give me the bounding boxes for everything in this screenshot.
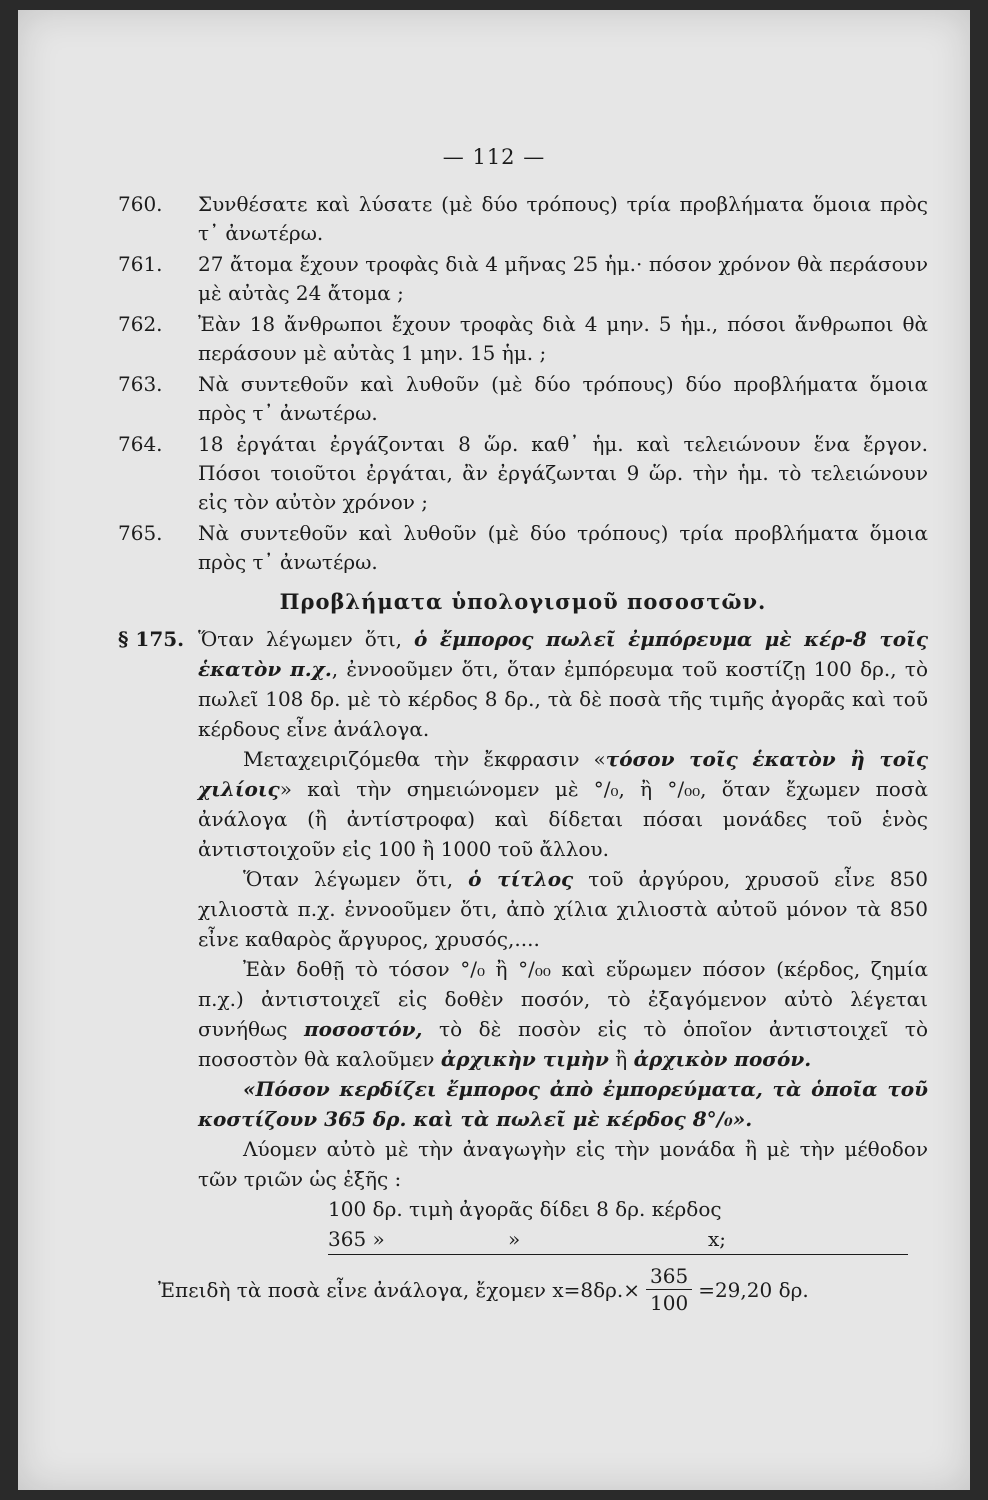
problem-number: 761. [118, 252, 163, 276]
problem-760 [118, 190, 928, 248]
text: , ἐννοοῦμεν ὅτι, ὅταν ἐμπόρευμα τοῦ κοστίζῃ 100 δρ., τὸ πωλεῖ 108 δρ. μὲ τὸ κέρδος 8 δρ., τὰ δὲ ποσὰ τῆς τιμῆς ἀγορᾶς καὶ τοῦ κέρδους εἶνε ἀνάλογα. [198, 657, 928, 741]
text: ἢ [608, 1047, 634, 1071]
emphasis: ὁ ἔμπορος πωλεῖ ἐμπόρευμα μὲ κέρ-8 τοῖς ἑκατὸν π.χ. [198, 627, 928, 681]
problem-text: 27 ἄτομα ἔχουν τροφὰς διὰ 4 μῆνας 25 ἡμ.· πόσον χρόνον θὰ περάσουν μὲ αὐτὰς 24 ἄτομα ; [198, 252, 928, 305]
paragraph-method: Λύομεν αὐτὸ μὲ τὴν ἀναγωγὴν εἰς τὴν μονάδα ἢ μὲ τὴν μέθοδον τῶν τριῶν ὡς ἑξῆς : [198, 1137, 928, 1191]
paragraph-title [198, 864, 928, 954]
text: Ὅταν λέγωμεν ὅτι, [243, 867, 469, 891]
numerator: 365 [646, 1263, 692, 1290]
problem-text: 18 ἐργάται ἐργάζονται 8 ὥρ. καθ᾽ ἡμ. καὶ τελειώνουν ἕνα ἔργον. Πόσοι τοιοῦτοι ἐργάται, ἂν ἐργάζωνται 9 ὥρ. τὴν ἡμ. τὸ τελειώνουν εἰς τὸν αὐτὸν χρόνον ; [198, 432, 928, 514]
problem-762 [118, 310, 928, 368]
problem-764 [118, 430, 928, 517]
emphasis: ἀρχικὸν ποσόν. [633, 1047, 812, 1071]
problem-number: 760. [118, 192, 163, 216]
page [18, 10, 970, 1490]
problem-text: Νὰ συντεθοῦν καὶ λυθοῦν (μὲ δύο τρόπους) δύο προβλήματα ὅμοια πρὸς τ᾽ ἀνωτέρω. [198, 372, 928, 425]
calc-line-1: 100 δρ. τιμὴ ἀγορᾶς δίδει 8 δρ. κέρδος [328, 1197, 722, 1221]
content [118, 190, 928, 1316]
text: Ὅταν λέγωμεν ὅτι, [198, 627, 414, 651]
equation-result: =29,20 δρ. [698, 1277, 809, 1302]
problem-number: 765. [118, 521, 163, 545]
text: τοῦ ἀργύρου, χρυσοῦ εἶνε 850 χιλιοστὰ π.χ. ἐννοοῦμεν ὅτι, ἀπὸ χίλια χιλιοστὰ αὐτοῦ μόνον τὰ 850 εἶνε καθαρὸς ἄργυρος, χρυσός,.... [198, 867, 929, 951]
paragraph-percent [198, 744, 928, 864]
text: Μεταχειριζόμεθα τὴν ἔκφρασιν « [243, 747, 606, 771]
section-number: § 175. [118, 627, 185, 651]
emphasis: ποσοστόν, [304, 1017, 423, 1041]
problem-text: Ἐὰν 18 ἄνθρωποι ἔχουν τροφὰς διὰ 4 μην. 5 ἡμ., πόσοι ἄνθρωποι θὰ περάσουν μὲ αὐτὰς 1 μην. 15 ἡμ. ; [198, 312, 928, 365]
emphasis: ἀρχικὴν τιμὴν [440, 1047, 609, 1071]
example-problem [198, 1074, 928, 1134]
problem-number: 764. [118, 432, 163, 456]
emphasis: τόσον τοῖς ἑκατὸν ἢ τοῖς χιλίοις [198, 747, 928, 801]
denominator: 100 [650, 1291, 689, 1315]
text: Ἐὰν δοθῇ τὸ τόσον °/₀ ἢ °/₀₀ καὶ εὕρωμεν πόσον (κέρδος, ζημία π.χ.) ἀντιστοιχεῖ εἰς δοθὲν ποσόν, τὸ ἐξαγόμενον αὐτὸ λέγεται συνήθως [198, 957, 928, 1041]
final-equation [158, 1263, 928, 1316]
calc-line-2 [328, 1224, 908, 1255]
page-number: — 112 — [442, 145, 546, 169]
problem-765 [118, 519, 928, 577]
text: τὸ δὲ ποσὸν εἰς τὸ ὁποῖον ἀντιστοιχεῖ τὸ ποσοστὸν θὰ καλοῦμεν [198, 1017, 928, 1071]
section-heading: Προβλήματα ὑπολογισμοῦ ποσοστῶν. [279, 589, 767, 614]
paragraph-posostoν [198, 954, 928, 1074]
equation-prefix: Ἐπειδὴ τὰ ποσὰ εἶνε ἀνάλογα, ἔχομεν x=8δρ.× [158, 1277, 641, 1302]
problem-number: 763. [118, 372, 163, 396]
problem-763 [118, 370, 928, 428]
text: » καὶ τὴν σημειώνομεν μὲ °/₀, ἢ °/₀₀, ὅταν ἔχωμεν ποσὰ ἀνάλογα (ἢ ἀντίστροφα) καὶ δίδεται πόσαι μονάδες τοῦ ἑνὸς ἀντιστοιχοῦν εἰς 100 ἢ 1000 τοῦ ἄλλου. [198, 777, 928, 861]
calc-cell: » [508, 1227, 521, 1251]
problem-number: 762. [118, 312, 163, 336]
problem-761 [118, 250, 928, 308]
calc-cell: x; [708, 1227, 727, 1251]
problem-text: Νὰ συντεθοῦν καὶ λυθοῦν (μὲ δύο τρόπους) τρία προβλήματα ὅμοια πρὸς τ᾽ ἀνωτέρω. [198, 521, 928, 574]
problem-text: Συνθέσατε καὶ λύσατε (μὲ δύο τρόπους) τρία προβλήματα ὅμοια πρὸς τ᾽ ἀνωτέρω. [198, 192, 928, 245]
fraction [646, 1263, 692, 1316]
emphasis: ὁ τίτλος [468, 867, 574, 891]
calc-cell: 365 » [328, 1227, 385, 1251]
emphasis: «Πόσον κερδίζει ἔμπορος ἀπὸ ἐμπορεύματα, τὰ ὁποῖα τοῦ κοστίζουν 365 δρ. καὶ τὰ πωλεῖ μὲ κέρδος 8°/₀». [198, 1077, 928, 1131]
section-175 [118, 624, 928, 744]
